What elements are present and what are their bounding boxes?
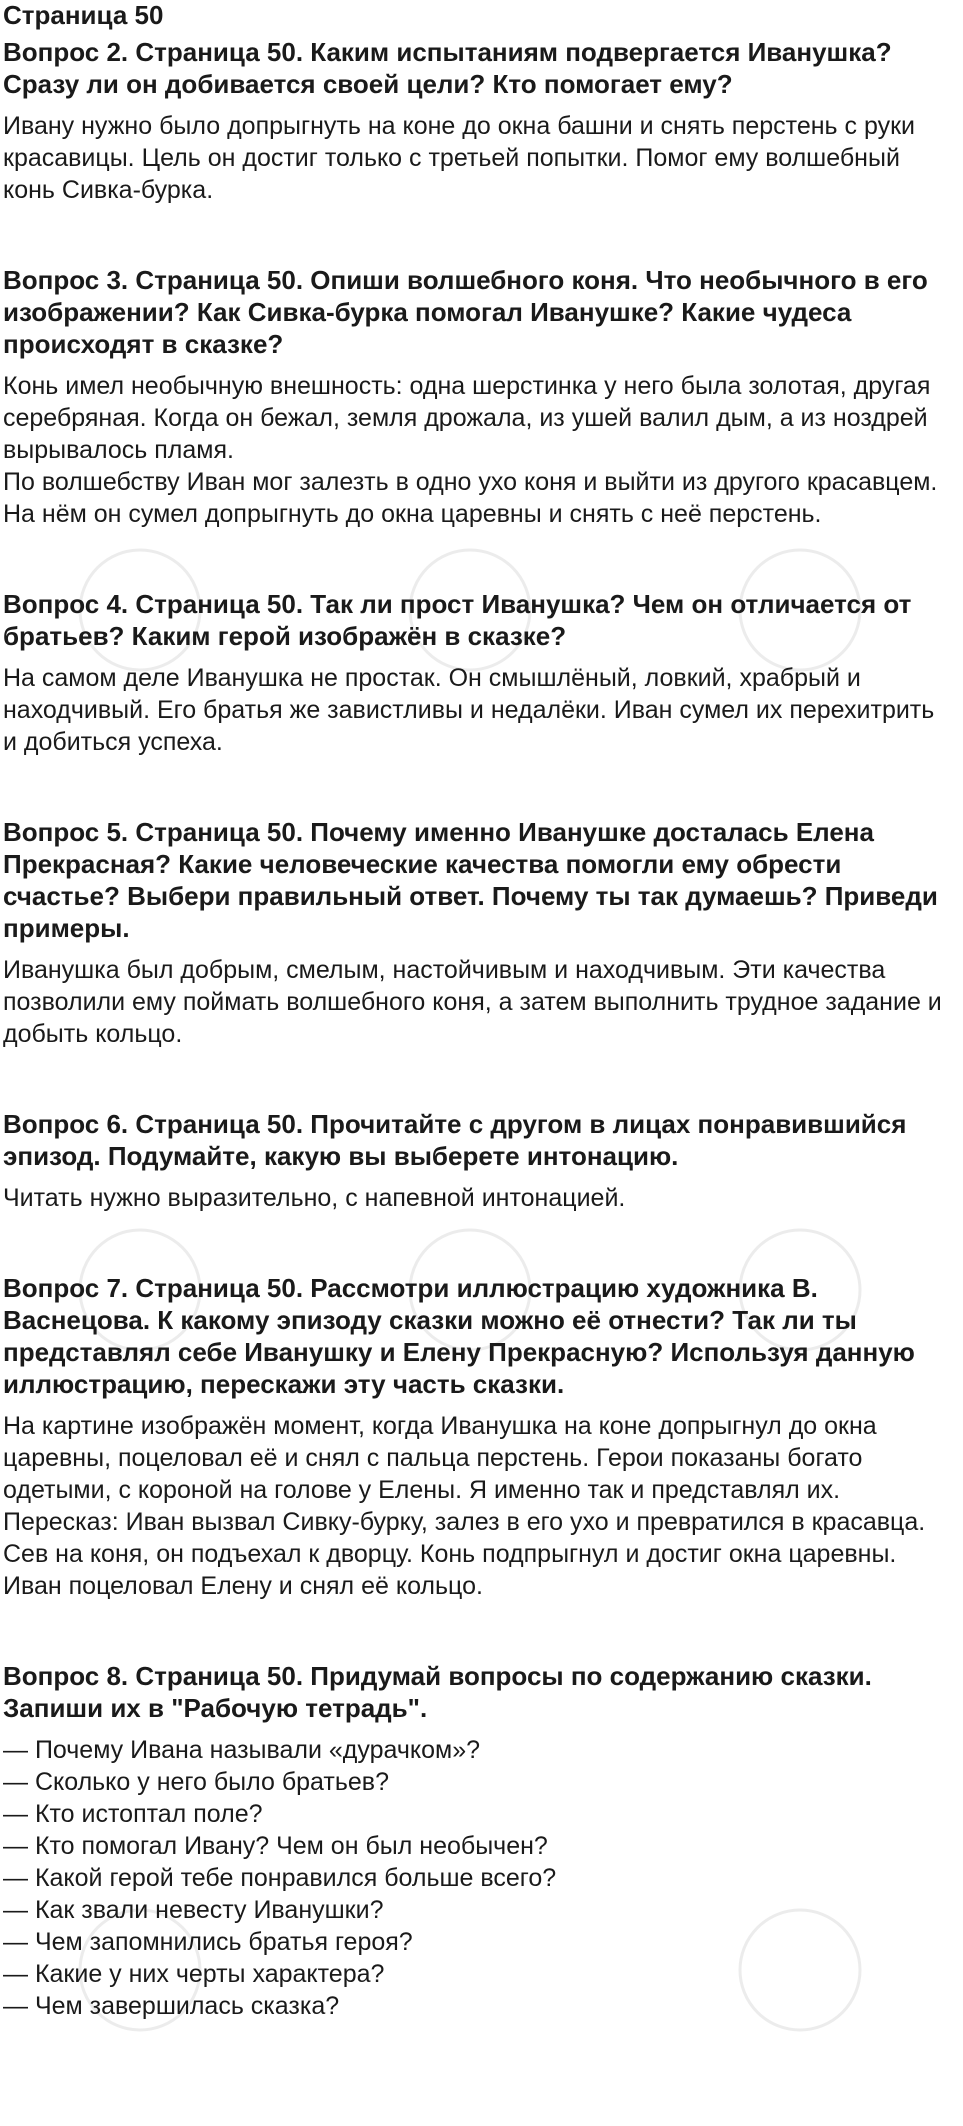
- section-q3: [3, 264, 953, 530]
- question-heading: Вопрос 5. Страница 50. Почему именно Иванушке досталась Елена Прекрасная? Какие человеческие качества помогли ему обрести счастье? Выбери правильный ответ. Почему ты так думаешь? Приведи примеры.: [3, 817, 938, 943]
- page-title: Страница 50: [3, 0, 164, 30]
- list-item: — Какие у них черты характера?: [3, 1960, 385, 1988]
- question-heading: Вопрос 8. Страница 50. Придумай вопросы по содержанию сказки. Запиши их в "Рабочую тетрадь".: [3, 1661, 872, 1723]
- section-q2: [3, 36, 953, 206]
- list-item: — Чем завершилась сказка?: [3, 1992, 340, 2020]
- answer-text: [3, 954, 953, 1050]
- question-list: [3, 1734, 953, 2022]
- section-q7: [3, 1272, 953, 1602]
- list-item: — Чем запомнились братья героя?: [3, 1928, 413, 1956]
- answer-paragraph: Читать нужно выразительно, с напевной интонацией.: [3, 1184, 626, 1212]
- answer-paragraph: Конь имел необычную внешность: одна шерстинка у него была золотая, другая серебряная. Когда он бежал, земля дрожала, из ушей валил дым, а из ноздрей вырывалось пламя.: [3, 372, 931, 464]
- question-heading: Вопрос 6. Страница 50. Прочитайте с другом в лицах понравившийся эпизод. Подумайте, какую вы выберете интонацию.: [3, 1109, 907, 1171]
- answer-paragraph: Пересказ: Иван вызвал Сивку-бурку, залез в его ухо и превратился в красавца. Сев на коня, он подъехал к дворцу. Конь подпрыгнул и достиг окна царевны. Иван поцеловал Елену и снял её кольцо.: [3, 1508, 926, 1600]
- answer-text: [3, 110, 953, 206]
- section-q6: [3, 1108, 953, 1214]
- question-heading: Вопрос 4. Страница 50. Так ли прост Иванушка? Чем он отличается от братьев? Каким герой изображён в сказке?: [3, 589, 912, 651]
- list-item: — Какой герой тебе понравился больше всего?: [3, 1864, 557, 1892]
- answer-paragraph: На самом деле Иванушка не простак. Он смышлёный, ловкий, храбрый и находчивый. Его братья же завистливы и недалёки. Иван сумел их перехитрить и добиться успеха.: [3, 664, 935, 756]
- answer-text: [3, 1182, 953, 1214]
- list-item: — Кто помогал Ивану? Чем он был необычен?: [3, 1832, 548, 1860]
- section-q4: [3, 588, 953, 758]
- answer-paragraph: По волшебству Иван мог залезть в одно ухо коня и выйти из другого красавцем. На нём он сумел допрыгнуть до окна царевны и снять с неё перстень.: [3, 468, 938, 528]
- answer-paragraph: Ивану нужно было допрыгнуть на коне до окна башни и снять перстень с руки красавицы. Цель он достиг только с третьей попытки. Помог ему волшебный конь Сивка-бурка.: [3, 112, 915, 204]
- question-heading: Вопрос 7. Страница 50. Рассмотри иллюстрацию художника В. Васнецова. К какому эпизоду сказки можно её отнести? Так ли ты представлял себе Иванушку и Елену Прекрасную? Используя данную иллюстрацию, перескажи эту часть сказки.: [3, 1273, 915, 1399]
- list-item: — Почему Ивана называли «дурачком»?: [3, 1736, 481, 1764]
- list-item: — Сколько у него было братьев?: [3, 1768, 389, 1796]
- section-q5: [3, 816, 953, 1050]
- answer-paragraph: На картине изображён момент, когда Иванушка на коне допрыгнул до окна царевны, поцеловал её и снял с пальца перстень. Герои показаны богато одетыми, с короной на голове у Елены. Я именно так и представлял их.: [3, 1412, 877, 1504]
- question-heading: Вопрос 2. Страница 50. Каким испытаниям подвергается Иванушка? Сразу ли он добивается своей цели? Кто помогает ему?: [3, 37, 892, 99]
- answer-text: [3, 370, 953, 530]
- list-item: — Как звали невесту Иванушки?: [3, 1896, 384, 1924]
- answer-text: [3, 662, 953, 758]
- answer-text: [3, 1410, 953, 1602]
- list-item: — Кто истоптал поле?: [3, 1800, 263, 1828]
- answer-paragraph: Иванушка был добрым, смелым, настойчивым и находчивым. Эти качества позволили ему поймать волшебного коня, а затем выполнить трудное задание и добыть кольцо.: [3, 956, 942, 1048]
- question-heading: Вопрос 3. Страница 50. Опиши волшебного коня. Что необычного в его изображении? Как Сивка-бурка помогал Иванушке? Какие чудеса происходят в сказке?: [3, 265, 928, 359]
- section-q8: [3, 1660, 953, 2022]
